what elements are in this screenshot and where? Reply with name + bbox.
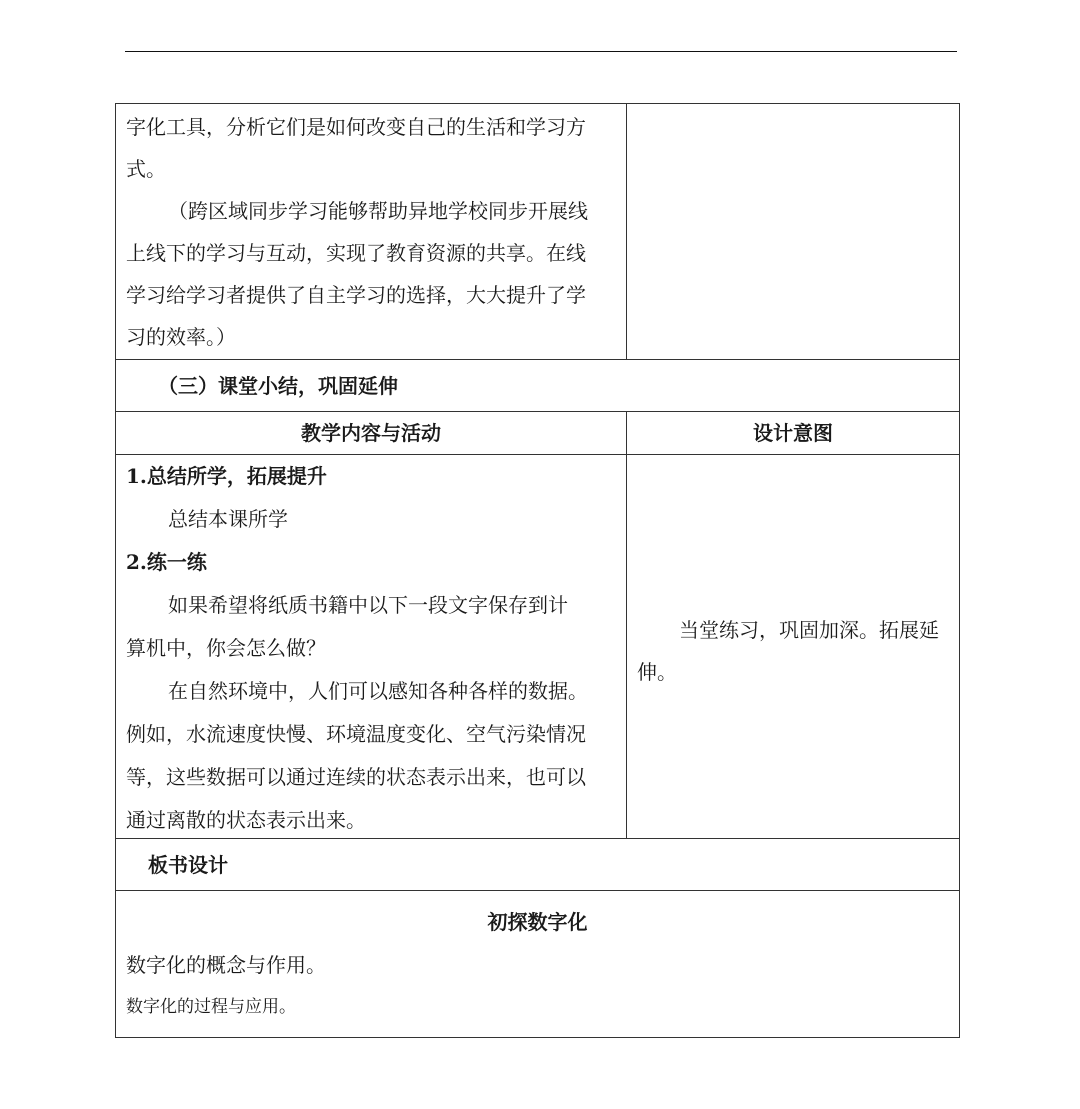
intent-line: 当堂练习，巩固加深。拓展延 [679, 617, 939, 642]
column-header-intent: 设计意图 [753, 421, 833, 445]
board-heading: 板书设计 [148, 852, 228, 877]
item-title: 1.总结所学，拓展提升 [126, 464, 327, 488]
question-line: 算机中，你会怎么做？ [126, 636, 326, 660]
activity-cell [116, 104, 627, 359]
item-body: 总结本课所学 [168, 507, 288, 531]
intent-line: 伸。 [637, 659, 677, 684]
table-row [116, 455, 959, 839]
item-title: 2.练一练 [126, 550, 207, 574]
intent-cell [627, 455, 959, 838]
intent-cell [627, 104, 959, 359]
text-line: 习的效率。） [126, 325, 236, 349]
section-heading: （三）课堂小结，巩固延伸 [158, 373, 398, 398]
table-row [116, 104, 959, 360]
board-cell [116, 891, 959, 1037]
passage-line: 在自然环境中，人们可以感知各种各样的数据。 [168, 679, 588, 703]
question-line: 如果希望将纸质书籍中以下一段文字保存到计 [168, 593, 568, 617]
column-header-activity: 教学内容与活动 [301, 421, 441, 445]
board-line: 数字化的概念与作用。 [126, 953, 326, 977]
table-header-row [116, 412, 959, 455]
text-line: 上线下的学习与互动，实现了教育资源的共享。在线 [126, 241, 586, 265]
text-line: （跨区域同步学习能够帮助异地学校同步开展线 [168, 199, 588, 223]
text-line: 字化工具，分析它们是如何改变自己的生活和学习方 [126, 115, 586, 139]
text-line: 学习给学习者提供了自主学习的选择，大大提升了学 [126, 283, 586, 307]
table-row [116, 839, 959, 891]
passage-line: 通过离散的状态表示出来。 [126, 808, 366, 832]
table-row [116, 360, 959, 412]
table-row [116, 891, 959, 1037]
lesson-table [115, 103, 960, 1038]
board-line: 数字化的过程与应用。 [126, 997, 296, 1017]
header-rule [125, 51, 957, 52]
text-line: 式。 [126, 157, 166, 181]
board-title: 初探数字化 [487, 910, 588, 934]
activity-cell [116, 455, 627, 838]
passage-line: 等，这些数据可以通过连续的状态表示出来，也可以 [126, 765, 586, 789]
passage-line: 例如，水流速度快慢、环境温度变化、空气污染情况 [126, 722, 586, 746]
